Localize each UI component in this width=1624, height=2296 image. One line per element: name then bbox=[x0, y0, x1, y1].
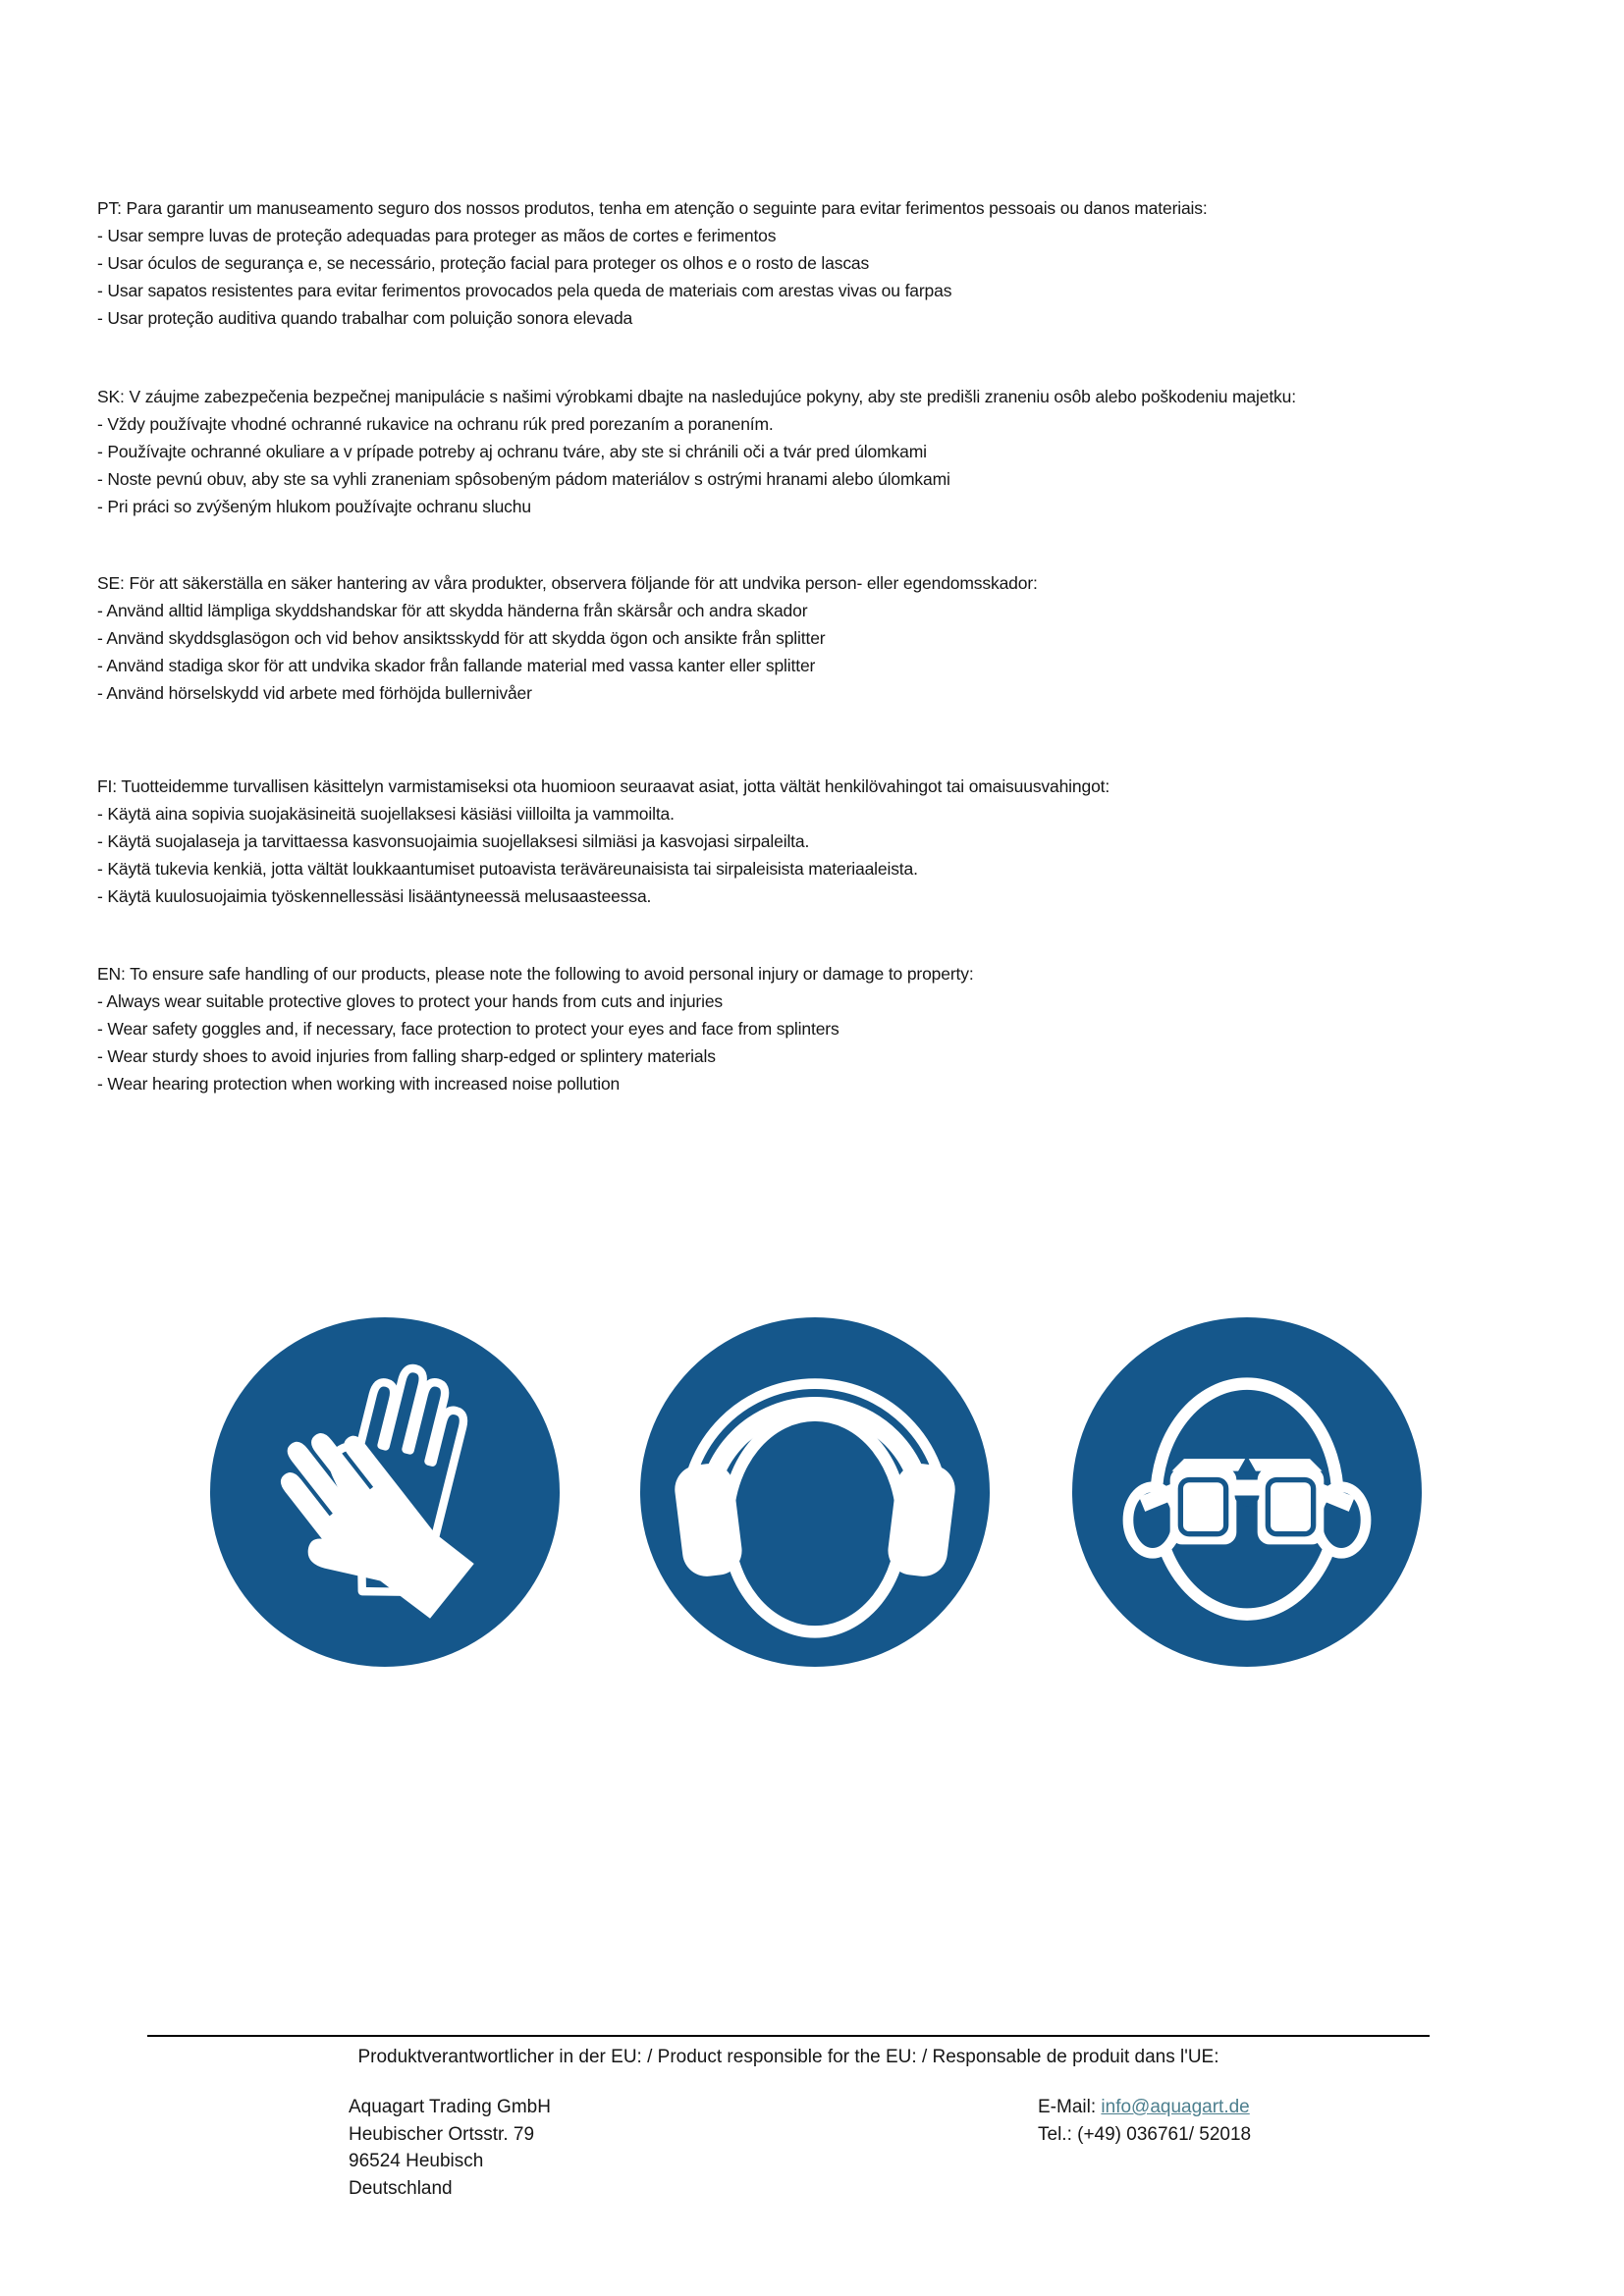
company-street: Heubischer Ortsstr. 79 bbox=[349, 2123, 535, 2145]
bullet-line: - Usar óculos de segurança e, se necessário, proteção facial para proteger os olhos e o rosto de lascas bbox=[97, 253, 870, 273]
bullet-line: - Usar sempre luvas de proteção adequadas para proteger as mãos de cortes e ferimentos bbox=[97, 226, 777, 245]
bullet-line: - Använd stadiga skor för att undvika skador från fallande material med vassa kanter eller splitter bbox=[97, 656, 816, 675]
email-line bbox=[1038, 2094, 1251, 2121]
bullet-line: - Använd hörselskydd vid arbete med förhöjda bullernivåer bbox=[97, 683, 532, 703]
bullet-line: - Käytä aina sopivia suojakäsineitä suojellaksesi käsiäsi viilloilta ja vammoilta. bbox=[97, 804, 675, 824]
bullet-line: - Usar proteção auditiva quando trabalhar com poluição sonora elevada bbox=[97, 308, 633, 328]
bullet-line: - Wear hearing protection when working with increased noise pollution bbox=[97, 1074, 621, 1094]
company-country: Deutschland bbox=[349, 2177, 453, 2199]
company-city: 96524 Heubisch bbox=[349, 2151, 484, 2171]
section-heading: EN: To ensure safe handling of our products, please note the following to avoid personal injury or damage to property: bbox=[97, 964, 974, 984]
bullet-line: - Använd alltid lämpliga skyddshandskar för att skydda händerna från skärsår och andra skador bbox=[97, 601, 808, 620]
footer-responsibility-heading: Produktverantwortlicher in der EU: / Product responsible for the EU: / Responsable de produit dans l'UE: bbox=[357, 2047, 1219, 2067]
bullet-line: - Always wear suitable protective gloves to protect your hands from cuts and injuries bbox=[97, 991, 724, 1011]
footer-divider bbox=[147, 2035, 1430, 2037]
bullet-line: - Usar sapatos resistentes para evitar ferimentos provocados pela queda de materiais com arestas vivas ou farpas bbox=[97, 281, 952, 300]
bullet-line: - Wear sturdy shoes to avoid injuries from falling sharp-edged or splintery materials bbox=[97, 1046, 716, 1066]
bullet-line: - Používajte ochranné okuliare a v prípade potreby aj ochranu tváre, aby ste si chránili oči a tvár pred úlomkami bbox=[97, 442, 927, 461]
bullet-line: - Wear safety goggles and, if necessary, face protection to protect your eyes and face from splinters bbox=[97, 1019, 839, 1039]
section-heading: FI: Tuotteidemme turvallisen käsittelyn varmistamiseksi ota huomioon seuraavat asiat, jotta vältät henkilövahingot tai omaisuusvahingot: bbox=[97, 776, 1110, 796]
language-section-fi bbox=[97, 773, 1531, 910]
section-heading: SK: V záujme zabezpečenia bezpečnej manipulácie s našimi výrobkami dbajte na nasledujúce pokyny, aby ste predišli zraneniu osôb alebo poškodeniu majetku: bbox=[97, 387, 1296, 406]
bullet-line: - Käytä kuulosuojaimia työskennellessäsi lisääntyneessä melusaasteessa. bbox=[97, 886, 652, 906]
bullet-line: - Käytä suojalaseja ja tarvittaessa kasvonsuojaimia suojellaksesi silmiäsi ja kasvojasi sirpaleilta. bbox=[97, 831, 810, 851]
language-section-pt bbox=[97, 194, 1531, 332]
phone-line: Tel.: (+49) 036761/ 52018 bbox=[1038, 2123, 1252, 2145]
protective-gloves-icon bbox=[210, 1317, 560, 1667]
bullet-line: - Noste pevnú obuv, aby ste sa vyhli zraneniam spôsobeným pádom materiálov s ostrými hranami alebo úlomkami bbox=[97, 469, 950, 489]
bullet-line: - Använd skyddsglasögon och vid behov ansiktsskydd för att skydda ögon och ansikte från splitter bbox=[97, 628, 826, 648]
company-name: Aquagart Trading GmbH bbox=[349, 2097, 551, 2117]
bullet-line: - Pri práci so zvýšeným hlukom používajte ochranu sluchu bbox=[97, 497, 531, 516]
email-link[interactable]: info@aquagart.de bbox=[1101, 2097, 1250, 2117]
company-address-block bbox=[349, 2094, 551, 2202]
email-label: E-Mail: bbox=[1038, 2097, 1102, 2117]
ear-protection-icon bbox=[640, 1317, 990, 1667]
bullet-line: - Vždy používajte vhodné ochranné rukavice na ochranu rúk pred porezaním a poranením. bbox=[97, 414, 774, 434]
section-heading: SE: För att säkerställa en säker hantering av våra produkter, observera följande för att undvika person- eller egendomsskador: bbox=[97, 573, 1038, 593]
section-heading: PT: Para garantir um manuseamento seguro dos nossos produtos, tenha em atenção o seguinte para evitar ferimentos pessoais ou danos materiais: bbox=[97, 198, 1208, 218]
bullet-line: - Käytä tukevia kenkiä, jotta vältät loukkaantumiset putoavista teräväreunaisista tai sirpaleisista materiaaleista. bbox=[97, 859, 918, 879]
language-section-en bbox=[97, 960, 1531, 1097]
language-section-se bbox=[97, 569, 1531, 707]
company-contact-block bbox=[1038, 2094, 1251, 2148]
eye-protection-icon bbox=[1072, 1317, 1422, 1667]
language-section-sk bbox=[97, 383, 1531, 520]
